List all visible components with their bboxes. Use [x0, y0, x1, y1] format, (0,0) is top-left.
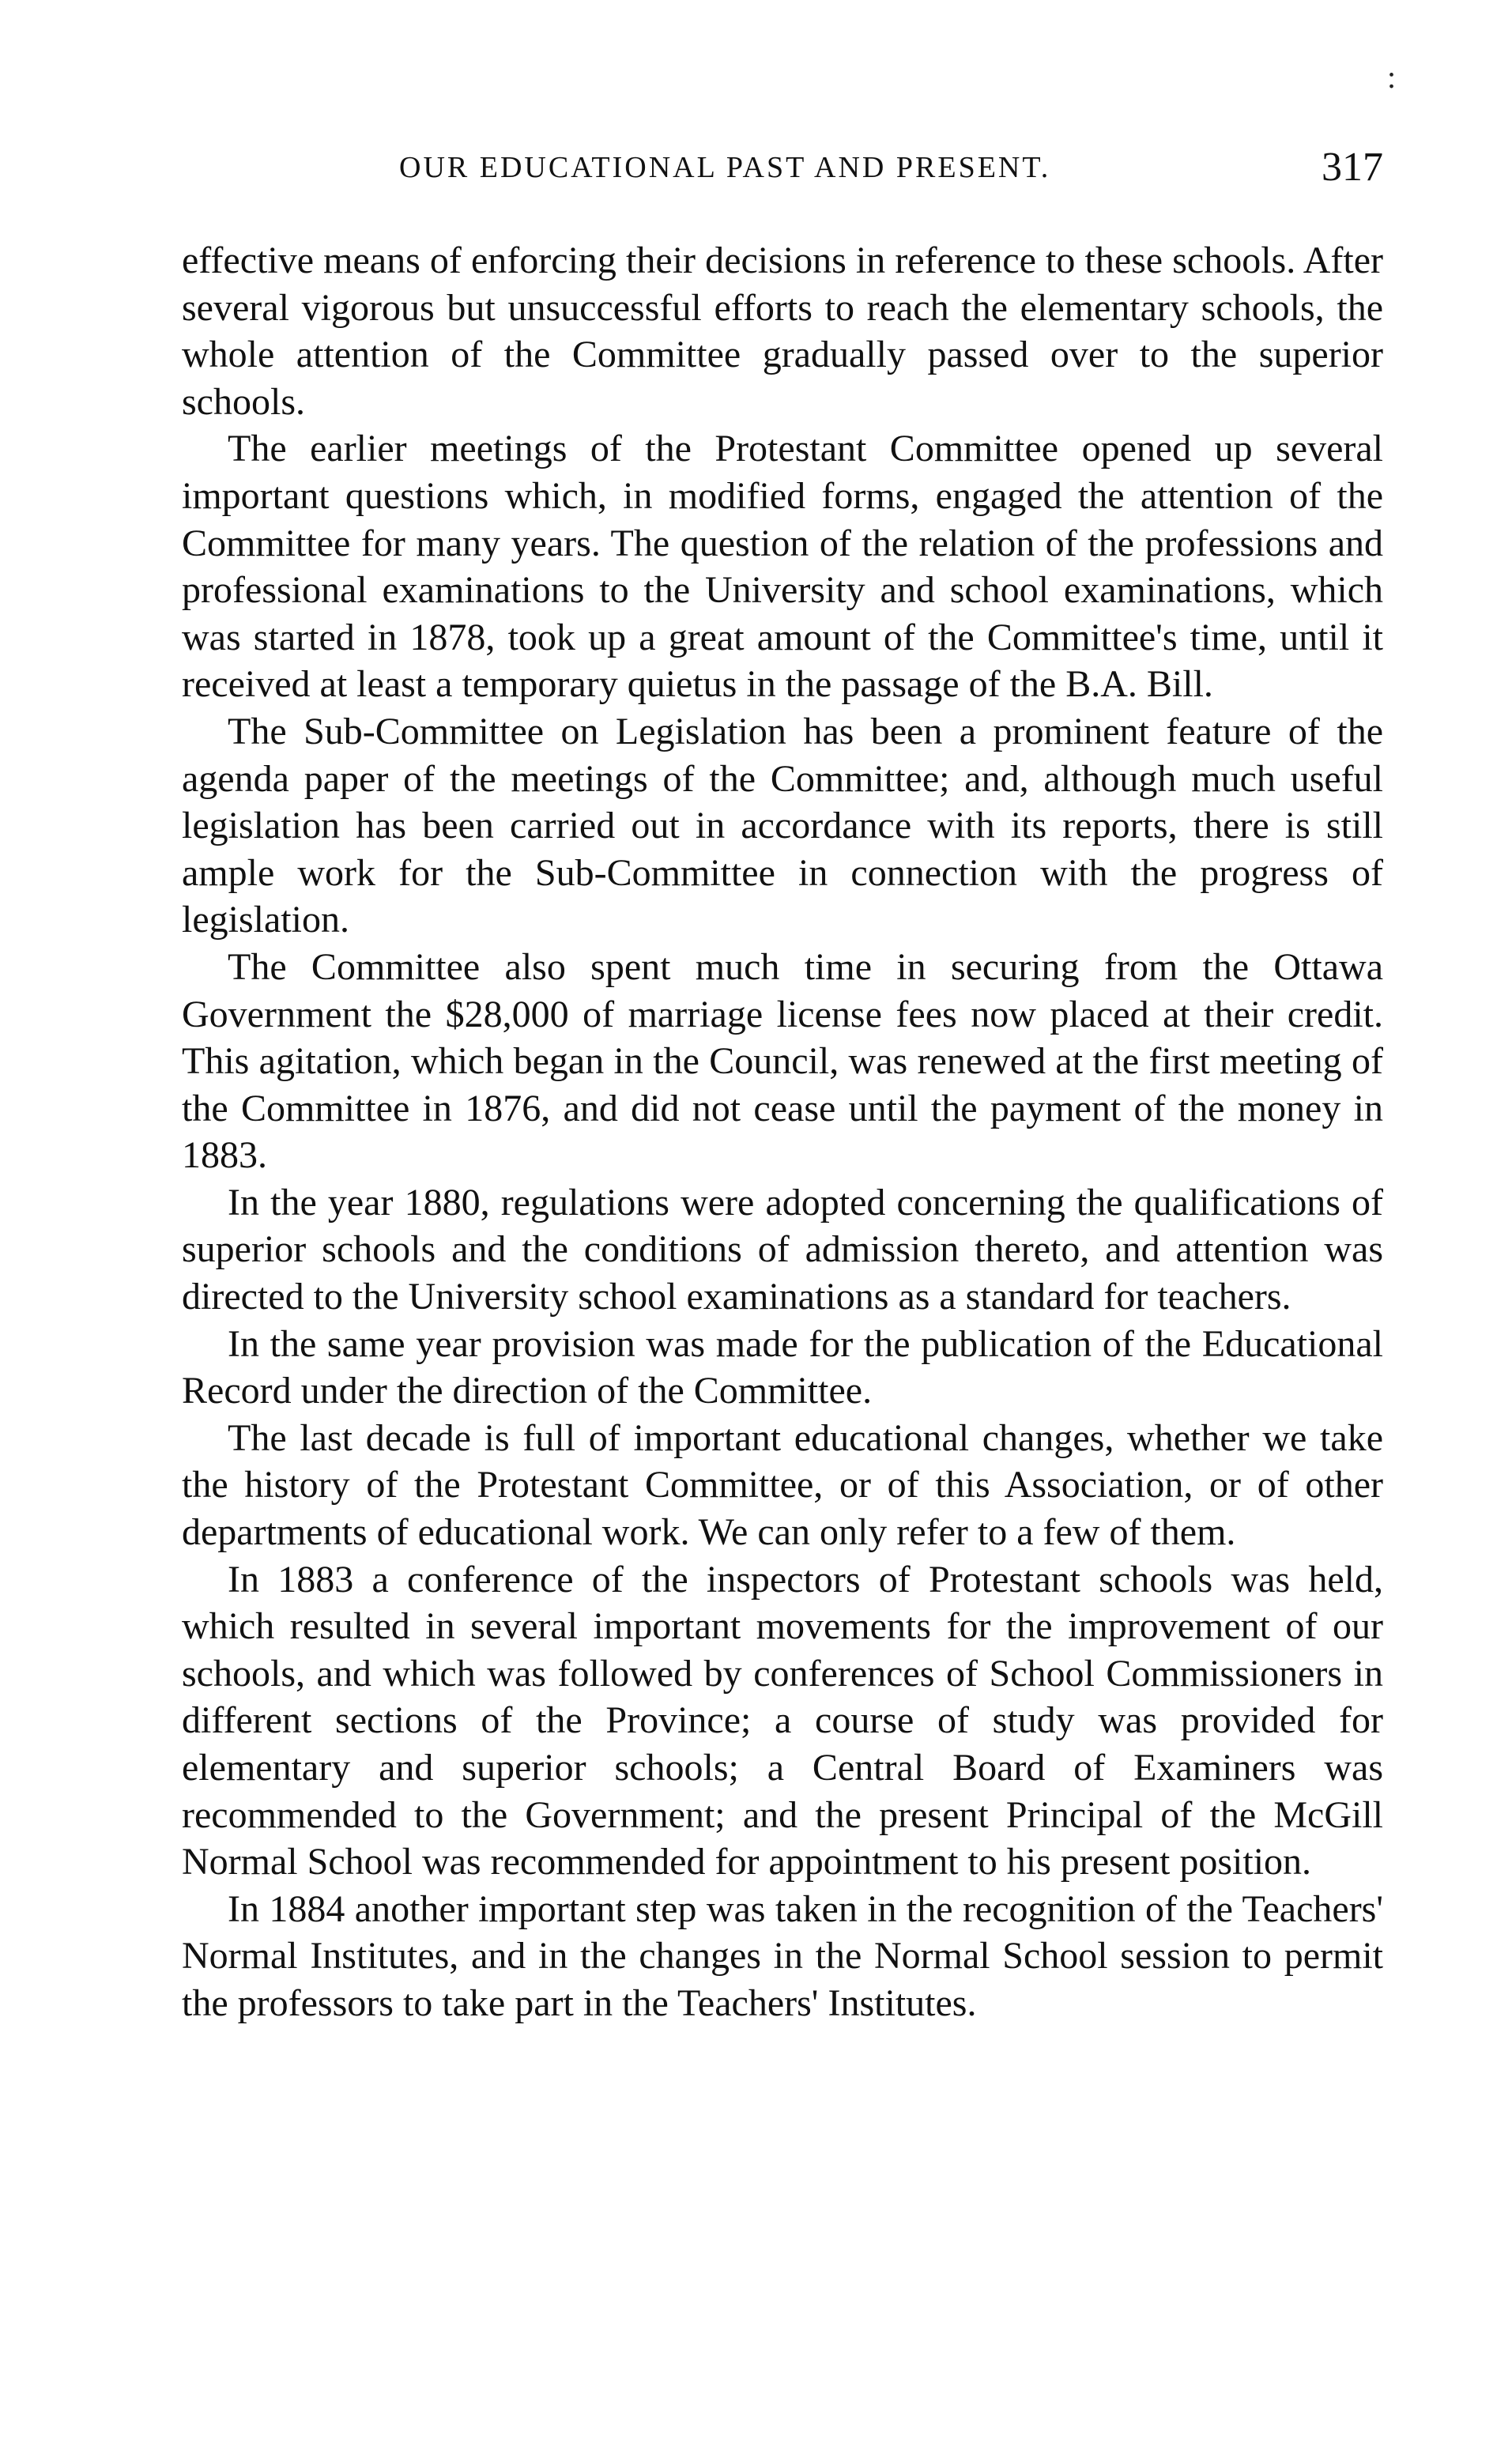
- paragraph-last-decade: The last decade is full of important educational changes, whether we take the history of the Protestant Committee, or of this Association, or of other departments of educational work. We can only refer to a few of them.: [182, 1416, 1383, 1554]
- paragraph-protestant-committee-meetings: The earlier meetings of the Protestant Committee opened up several important questions which, in modified forms, engaged the attention of the Committee for many years. The question of the relation of the professions and professional examinations to the University and school examinations, which was started in 1878, took up a great amount of the Committee's time, until it received at least a temporary quietus in the passage of the B.A. Bill.: [182, 428, 1383, 706]
- running-title: OUR EDUCATIONAL PAST AND PRESENT.: [399, 151, 1051, 184]
- running-head: [182, 142, 1383, 198]
- paragraph-conference-1883: In 1883 a conference of the inspectors of Protestant schools was held, which resulted in several important movements for the improvement of our schools, and which was followed by conferences of School Commissioners in different sections of the Province; a course of study was provided for elementary and superior schools; a Central Board of Examiners was recommended to the Government; and the present Principal of the McGill Normal School was recommended for appointment to his present position.: [182, 1558, 1383, 1883]
- page-number: 317: [1322, 145, 1383, 190]
- paragraph-normal-institutes-1884: In 1884 another important step was taken in the recognition of the Teachers' Normal Institutes, and in the changes in the Normal School session to permit the professors to take part in the Teachers' Institutes.: [182, 1887, 1383, 2024]
- paragraph-regulations-1880: In the year 1880, regulations were adopted concerning the qualifications of superior schools and the conditions of admission thereto, and attention was directed to the University school examinations as a standard for teachers.: [182, 1181, 1383, 1318]
- paragraph-marriage-license-fees: The Committee also spent much time in securing from the Ottawa Government the $28,000 of marriage license fees now placed at their credit. This agitation, which began in the Council, was renewed at the first meeting of the Committee in 1876, and did not cease until the payment of the money in 1883.: [182, 945, 1383, 1177]
- body-text: [182, 237, 1383, 2027]
- paragraph-educational-record: In the same year provision was made for the publication of the Educational Record under the direction of the Committee.: [182, 1322, 1383, 1412]
- paragraph-sub-committee-legislation: The Sub-Committee on Legislation has been a prominent feature of the agenda paper of the meetings of the Committee; and, although much useful legislation has been carried out in accordance with its reports, there is still ample work for the Sub-Committee in connection with the progress of legislation.: [182, 710, 1383, 941]
- corner-mark: :: [1387, 59, 1397, 95]
- paragraph-continued: effective means of enforcing their decisions in reference to these schools. After several vigorous but unsuccessful efforts to reach the elementary schools, the whole attention of the Committee gradually passed over to the superior schools.: [182, 239, 1383, 423]
